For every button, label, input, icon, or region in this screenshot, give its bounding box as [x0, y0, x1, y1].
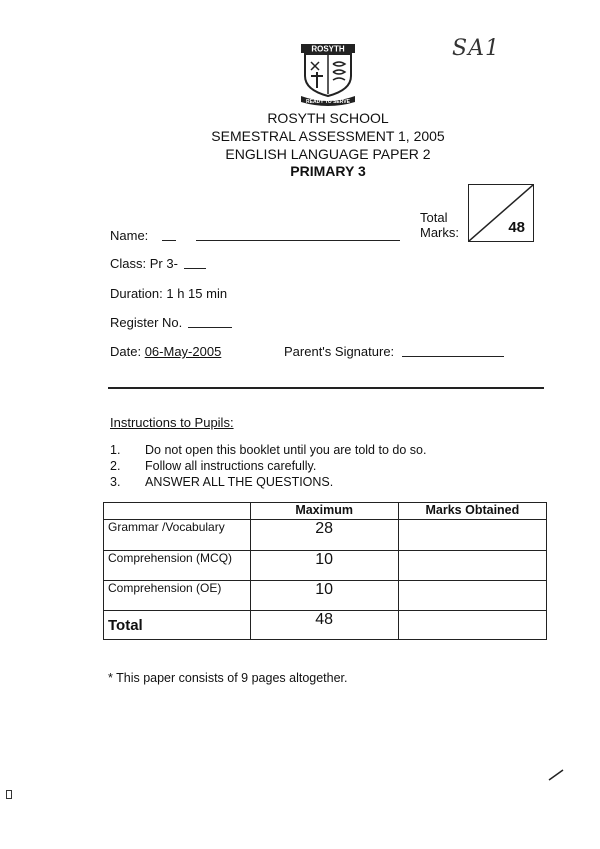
signature-field[interactable]: [402, 356, 504, 357]
instruction-item: [110, 443, 426, 457]
row-max: 10: [250, 581, 398, 611]
class-label: [110, 256, 178, 271]
table-header: Maximum: [250, 503, 398, 520]
row-obtained[interactable]: [398, 520, 546, 551]
row-obtained[interactable]: [398, 551, 546, 581]
duration-label: Duration:: [110, 286, 163, 301]
instruction-item: [110, 475, 333, 489]
table-header: [104, 503, 251, 520]
duration-row: [110, 286, 227, 301]
assessment-title: SEMESTRAL ASSESSMENT 1, 2005: [211, 128, 445, 144]
table-header-row: [104, 503, 547, 520]
row-label: Grammar /Vocabulary: [104, 520, 251, 551]
instruction-item: [110, 459, 316, 473]
class-value: Pr 3-: [149, 256, 178, 271]
tick-mark-icon: [548, 768, 564, 786]
total-marks-box: [468, 184, 534, 242]
total-marks-label-line1: Total: [420, 210, 448, 225]
signature-label: Parent's Signature:: [284, 344, 395, 359]
instruction-text: Do not open this booklet until you are told to do so.: [145, 443, 427, 457]
instruction-num: 2.: [110, 459, 121, 473]
crest-banner: ROSYTH: [311, 44, 345, 54]
row-obtained[interactable]: [398, 581, 546, 611]
table-row: [104, 581, 547, 611]
handwritten-mark: SA1: [452, 36, 500, 61]
row-label: Total: [108, 617, 143, 634]
row-label: Comprehension (OE): [104, 581, 251, 611]
date-label: Date:: [110, 344, 142, 359]
instructions-title: Instructions to Pupils:: [110, 415, 234, 430]
class-label-text: Class:: [110, 256, 147, 271]
class-field[interactable]: [184, 268, 206, 269]
name-field[interactable]: [196, 240, 400, 241]
row-max: 48: [250, 611, 398, 640]
instruction-num: 1.: [110, 443, 121, 457]
divider: [108, 387, 544, 389]
table-row: [104, 611, 547, 640]
date-row: [110, 344, 221, 359]
school-crest-icon: [297, 42, 359, 106]
scan-mark: [6, 790, 12, 799]
name-label: Name:: [110, 228, 149, 243]
table-header: Marks Obtained: [398, 503, 546, 520]
table-row: [104, 551, 547, 581]
table-row: [104, 520, 547, 551]
row-max: 10: [250, 551, 398, 581]
crest-motto: READY TO SERVE: [306, 99, 350, 105]
row-obtained[interactable]: [398, 611, 546, 640]
row-max: 28: [250, 520, 398, 551]
date-value: 06-May-2005: [144, 344, 222, 359]
instruction-text: Follow all instructions carefully.: [145, 459, 317, 473]
register-label: Register No.: [110, 315, 183, 330]
name-line-a: [162, 240, 176, 241]
register-field[interactable]: [188, 327, 232, 328]
instruction-text: ANSWER ALL THE QUESTIONS.: [145, 475, 334, 489]
instruction-num: 3.: [110, 475, 121, 489]
total-marks-label-line2: Marks:: [420, 225, 459, 240]
duration-value: 1 h 15 min: [166, 286, 228, 301]
marks-table: [103, 502, 547, 640]
level-title: PRIMARY 3: [290, 163, 366, 179]
paper-title: ENGLISH LANGUAGE PAPER 2: [225, 146, 431, 162]
total-marks-value: 48: [508, 219, 525, 236]
row-label: Comprehension (MCQ): [104, 551, 251, 581]
pages-note: * This paper consists of 9 pages altogether.: [108, 671, 348, 685]
school-name: ROSYTH SCHOOL: [267, 110, 389, 126]
total-marks-label: [420, 210, 459, 240]
